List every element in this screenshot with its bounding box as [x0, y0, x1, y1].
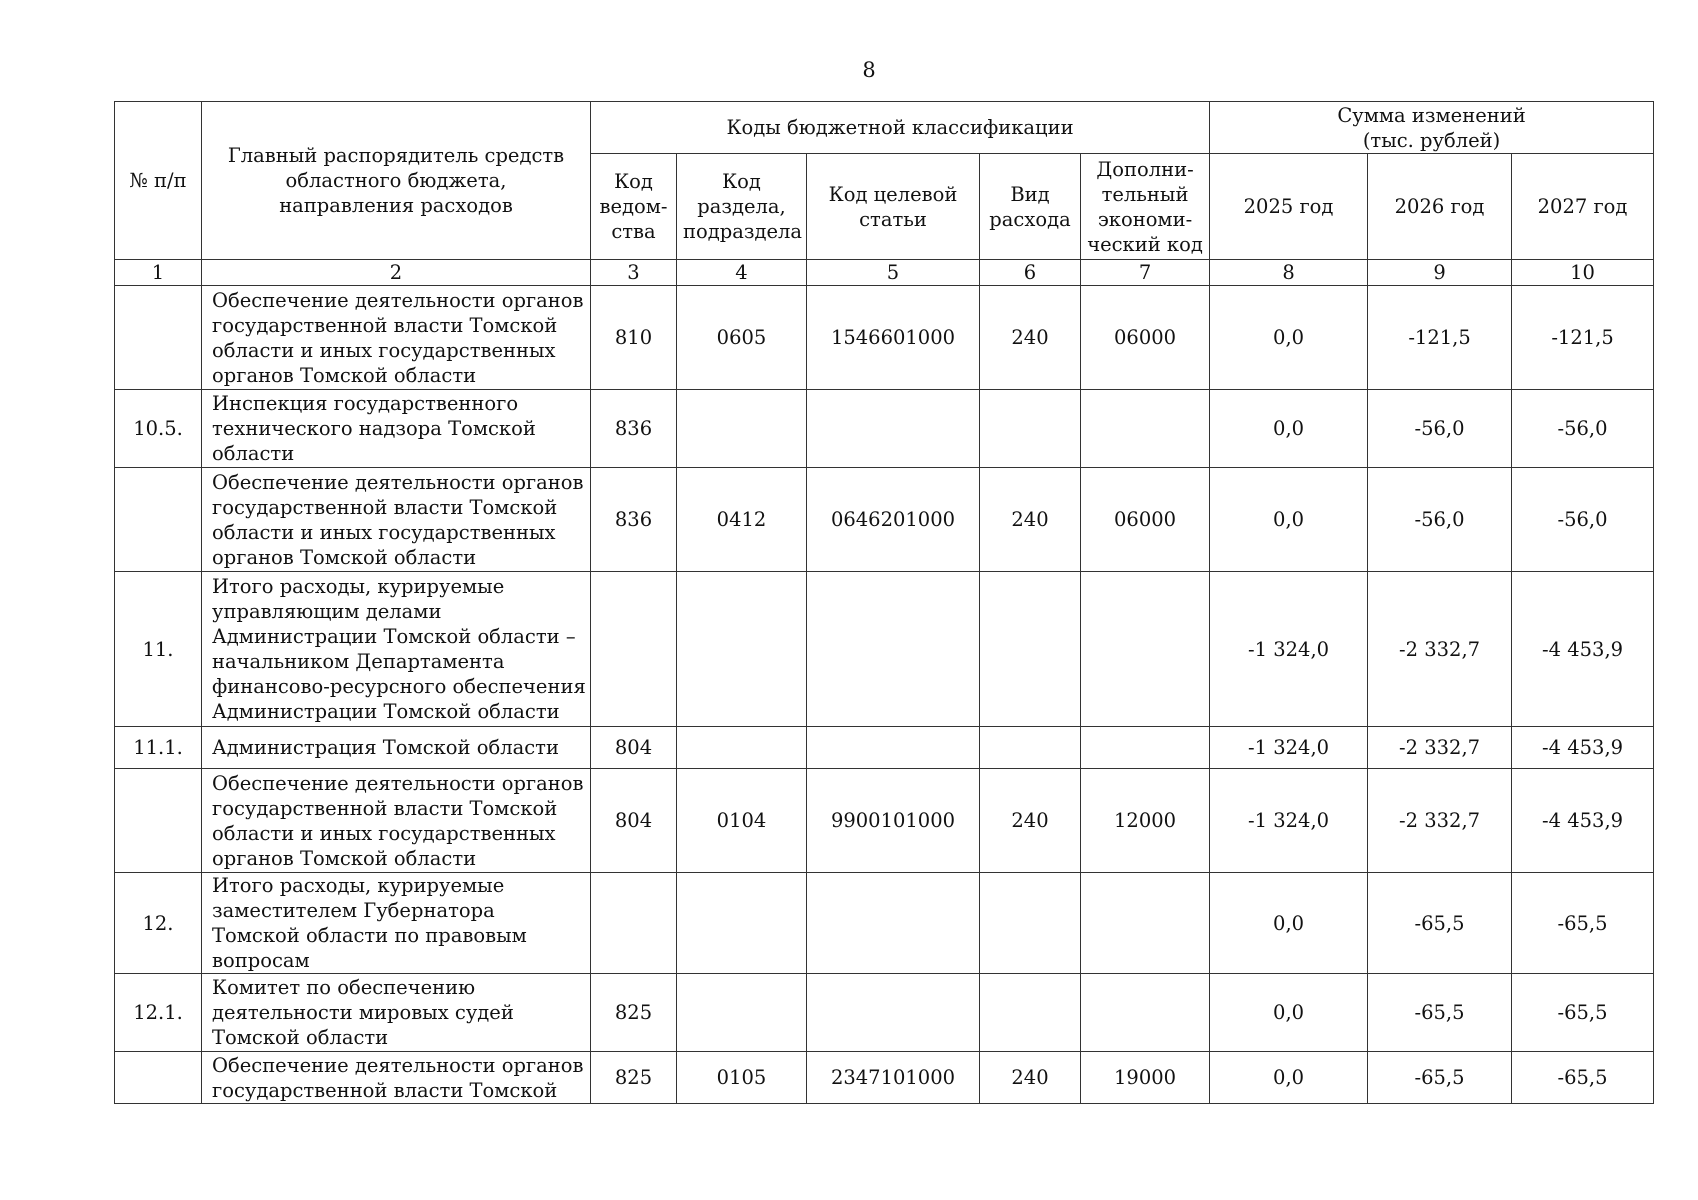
row-expense: 240 — [980, 286, 1081, 390]
header-expense-l1: Вид — [1010, 182, 1050, 206]
row-2026: -56,0 — [1368, 468, 1512, 572]
row-num: 11.1. — [115, 727, 202, 769]
row-dept: 804 — [591, 769, 677, 873]
row-2027: -56,0 — [1512, 468, 1654, 572]
table-row — [115, 572, 1654, 727]
row-2027: -65,5 — [1512, 873, 1654, 974]
row-num: 11. — [115, 572, 202, 727]
row-2027: -65,5 — [1512, 974, 1654, 1052]
row-expense: 240 — [980, 1052, 1081, 1104]
header-section — [677, 154, 807, 260]
row-2025: 0,0 — [1210, 974, 1368, 1052]
row-section: 0605 — [677, 286, 807, 390]
row-expense — [980, 390, 1081, 468]
col-number: 3 — [591, 260, 677, 286]
header-name: Главный распорядитель средств областного бюджета, направления расходов — [202, 102, 591, 260]
row-econ — [1081, 974, 1210, 1052]
header-dept-l3: ства — [611, 220, 656, 243]
row-target — [807, 727, 980, 769]
col-number: 2 — [202, 260, 591, 286]
row-name: Обеспечение деятельности органов государственной власти Томской области и иных государственных органов Томской области — [202, 468, 591, 572]
row-dept — [591, 873, 677, 974]
row-num — [115, 1052, 202, 1104]
col-number: 9 — [1368, 260, 1512, 286]
header-dept-l1: Код — [614, 170, 653, 193]
row-2027: -65,5 — [1512, 1052, 1654, 1104]
row-econ: 06000 — [1081, 286, 1210, 390]
row-target — [807, 390, 980, 468]
row-2025: 0,0 — [1210, 468, 1368, 572]
header-econ-l3: экономи- — [1097, 207, 1193, 231]
row-2027: -4 453,9 — [1512, 727, 1654, 769]
row-section — [677, 974, 807, 1052]
row-dept: 836 — [591, 390, 677, 468]
row-dept: 825 — [591, 974, 677, 1052]
row-section — [677, 873, 807, 974]
row-num: 12.1. — [115, 974, 202, 1052]
row-num: 12. — [115, 873, 202, 974]
row-name: Итого расходы, курируемые заместителем Губернатора Томской области по правовым вопросам — [202, 873, 591, 974]
row-dept: 836 — [591, 468, 677, 572]
row-dept — [591, 572, 677, 727]
col-number: 8 — [1210, 260, 1368, 286]
row-2025: -1 324,0 — [1210, 769, 1368, 873]
page-number: 8 — [862, 58, 876, 82]
row-target: 1546601000 — [807, 286, 980, 390]
row-num: 10.5. — [115, 390, 202, 468]
row-2026: -2 332,7 — [1368, 769, 1512, 873]
header-num: № п/п — [115, 102, 202, 260]
header-2027: 2027 год — [1512, 154, 1654, 260]
header-expense-l2: расхода — [989, 207, 1071, 231]
row-expense — [980, 974, 1081, 1052]
row-2025: 0,0 — [1210, 1052, 1368, 1104]
row-econ — [1081, 873, 1210, 974]
row-expense — [980, 572, 1081, 727]
header-sum-group — [1210, 102, 1654, 154]
header-target-l1: Код целевой — [828, 182, 958, 206]
row-expense: 240 — [980, 769, 1081, 873]
row-econ — [1081, 727, 1210, 769]
row-name: Итого расходы, курируемые управляющим делами Администрации Томской области – начальником Департамента финансово-ресурсного обеспечения Администрации Томской области — [202, 572, 591, 727]
row-target: 2347101000 — [807, 1052, 980, 1104]
row-2025: 0,0 — [1210, 390, 1368, 468]
row-num — [115, 769, 202, 873]
row-target — [807, 974, 980, 1052]
row-2026: -65,5 — [1368, 974, 1512, 1052]
header-econ-l2: тельный — [1101, 182, 1189, 206]
row-section — [677, 572, 807, 727]
table-row — [115, 468, 1654, 572]
header-dept — [591, 154, 677, 260]
row-2025: -1 324,0 — [1210, 727, 1368, 769]
header-dept-l2: ведом- — [599, 195, 668, 218]
table-row — [115, 286, 1654, 390]
row-name: Инспекция государственного технического надзора Томской области — [202, 390, 591, 468]
row-2026: -2 332,7 — [1368, 727, 1512, 769]
row-target — [807, 572, 980, 727]
row-2025: 0,0 — [1210, 873, 1368, 974]
col-number: 10 — [1512, 260, 1654, 286]
row-2027: -121,5 — [1512, 286, 1654, 390]
row-econ: 12000 — [1081, 769, 1210, 873]
row-name: Обеспечение деятельности органов государственной власти Томской — [202, 1052, 591, 1104]
header-econ-l4: ческий код — [1087, 232, 1203, 256]
row-section — [677, 390, 807, 468]
row-name: Администрация Томской области — [202, 727, 591, 769]
header-section-l1: Код — [722, 170, 761, 193]
row-num — [115, 468, 202, 572]
row-target: 0646201000 — [807, 468, 980, 572]
row-2026: -65,5 — [1368, 873, 1512, 974]
row-2026: -56,0 — [1368, 390, 1512, 468]
row-2025: 0,0 — [1210, 286, 1368, 390]
row-section — [677, 727, 807, 769]
header-sum-line2: (тыс. рублей) — [1362, 128, 1501, 152]
row-dept: 825 — [591, 1052, 677, 1104]
row-name: Обеспечение деятельности органов государственной власти Томской области и иных государственных органов Томской области — [202, 286, 591, 390]
row-dept: 804 — [591, 727, 677, 769]
col-number: 1 — [115, 260, 202, 286]
row-expense — [980, 873, 1081, 974]
budget-changes-table — [114, 101, 1654, 1104]
row-econ: 19000 — [1081, 1052, 1210, 1104]
row-2025: -1 324,0 — [1210, 572, 1368, 727]
header-2025: 2025 год — [1210, 154, 1368, 260]
row-2026: -121,5 — [1368, 286, 1512, 390]
row-name: Комитет по обеспечению деятельности мировых судей Томской области — [202, 974, 591, 1052]
table-row — [115, 727, 1654, 769]
header-target-l2: статьи — [859, 207, 927, 231]
row-2027: -4 453,9 — [1512, 572, 1654, 727]
header-target — [807, 154, 980, 260]
table-row — [115, 1052, 1654, 1104]
header-2026: 2026 год — [1368, 154, 1512, 260]
row-expense: 240 — [980, 468, 1081, 572]
row-expense — [980, 727, 1081, 769]
header-codes-group: Коды бюджетной классификации — [591, 102, 1210, 154]
col-number: 4 — [677, 260, 807, 286]
header-section-l2: раздела, — [697, 195, 786, 218]
row-section: 0104 — [677, 769, 807, 873]
row-2026: -2 332,7 — [1368, 572, 1512, 727]
row-section: 0412 — [677, 468, 807, 572]
row-econ — [1081, 572, 1210, 727]
header-econ — [1081, 154, 1210, 260]
row-target — [807, 873, 980, 974]
row-num — [115, 286, 202, 390]
header-sum-line1: Сумма изменений — [1337, 103, 1526, 127]
row-name: Обеспечение деятельности органов государственной власти Томской области и иных государственных органов Томской области — [202, 769, 591, 873]
row-section: 0105 — [677, 1052, 807, 1104]
header-econ-l1: Дополни- — [1096, 157, 1194, 181]
header-expense — [980, 154, 1081, 260]
col-number: 6 — [980, 260, 1081, 286]
row-econ — [1081, 390, 1210, 468]
table-row — [115, 390, 1654, 468]
row-econ: 06000 — [1081, 468, 1210, 572]
row-2027: -56,0 — [1512, 390, 1654, 468]
table-row — [115, 873, 1654, 974]
header-section-l3: подраздела — [683, 220, 803, 243]
row-2026: -65,5 — [1368, 1052, 1512, 1104]
row-target: 9900101000 — [807, 769, 980, 873]
row-2027: -4 453,9 — [1512, 769, 1654, 873]
row-dept: 810 — [591, 286, 677, 390]
table-row — [115, 769, 1654, 873]
col-number: 7 — [1081, 260, 1210, 286]
col-number: 5 — [807, 260, 980, 286]
table-row — [115, 974, 1654, 1052]
